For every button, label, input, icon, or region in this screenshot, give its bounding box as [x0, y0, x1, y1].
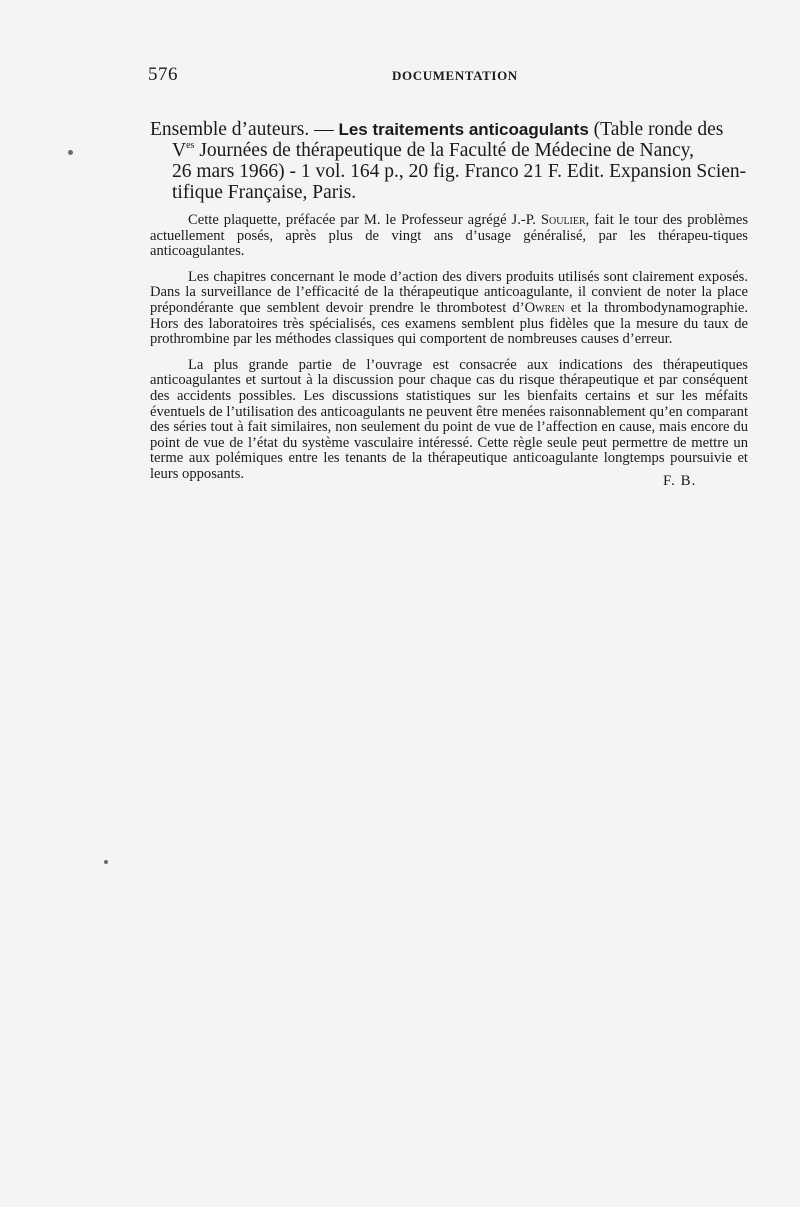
review-paragraph-1-text-a: Cette plaquette, préfacée par M. le Professeur agrégé J.-P. — [188, 212, 536, 228]
author-name-soulier: Soulier — [540, 212, 586, 228]
review-paragraph-1 — [150, 213, 748, 260]
review-paragraph-2-text-b: et la thrombodynamographie. Hors des laboratoires très spécialisés, ces examens semblent plus fidèles que la mesure du taux de prothrombine par les méthodes classiques qui comportent de nombreuses causes d’erreur. — [150, 299, 748, 348]
scan-speck — [104, 860, 108, 864]
scan-speck — [68, 150, 73, 155]
review-paragraph-2-text-a: Les chapitres concernant le mode d’action des divers produits utilisés sont clairement exposés. Dans la surveillance de l’efficacité de la thérapeutique anticoagulante, il convient de noter la place prépondérante que semblent devoir prendre le thrombotest d’ — [150, 268, 748, 316]
review-paragraph-1-text-b: , fait le tour des problèmes actuellement posés, après plus de vingt ans d’usage généralisé, par les thérapeu-tiques anticoagulantes. — [150, 212, 749, 260]
entry-authors: Ensemble d’auteurs. — — [150, 119, 334, 140]
entry-roman-numeral: V — [172, 140, 187, 161]
entry-title: Les traitements anticoagulants — [338, 120, 589, 139]
author-name-owren: Owren — [524, 299, 565, 316]
review-signature: F. B. — [663, 473, 697, 489]
entry-superscript: es — [186, 140, 195, 151]
review-paragraph-2 — [150, 270, 748, 348]
bibliographic-entry — [150, 119, 750, 203]
entry-line-2-rest: Journées de thérapeutique de la Faculté de Médecine de Nancy, — [199, 140, 695, 161]
running-head: DOCUMENTATION — [392, 68, 518, 83]
entry-line-1-rest: (Table ronde des — [593, 119, 724, 140]
entry-line-2 — [150, 140, 750, 161]
page-number: 576 — [148, 64, 178, 85]
review-paragraph-3: La plus grande partie de l’ouvrage est consacrée aux indications des thérapeutiques anticoagulantes et surtout à la discussion pour chaque cas du risque thérapeutique et par conséquent des accidents possibles. Les discussions statistiques sur les bienfaits certains et sur les méfaits éventuels de l’utilisation des anticoagulants ne peuvent être menées raisonnablement qu’en comparant des séries tout à fait similaires, non seulement du point de vue de l’affection en cause, mais encore du point de vue de l’état du système vasculaire intéressé. Cette règle seule peut permettre de mettre un terme aux polémiques entre les tenants de la thérapeutique anticoagulante longtemps poursuivie et leurs opposants. — [150, 356, 748, 482]
review-text — [150, 213, 748, 493]
entry-line-3: 26 mars 1966) - 1 vol. 164 p., 20 fig. Franco 21 F. Edit. Expansion Scien- — [172, 161, 747, 182]
entry-line-1 — [150, 119, 750, 140]
entry-line-4: tifique Française, Paris. — [172, 182, 357, 203]
